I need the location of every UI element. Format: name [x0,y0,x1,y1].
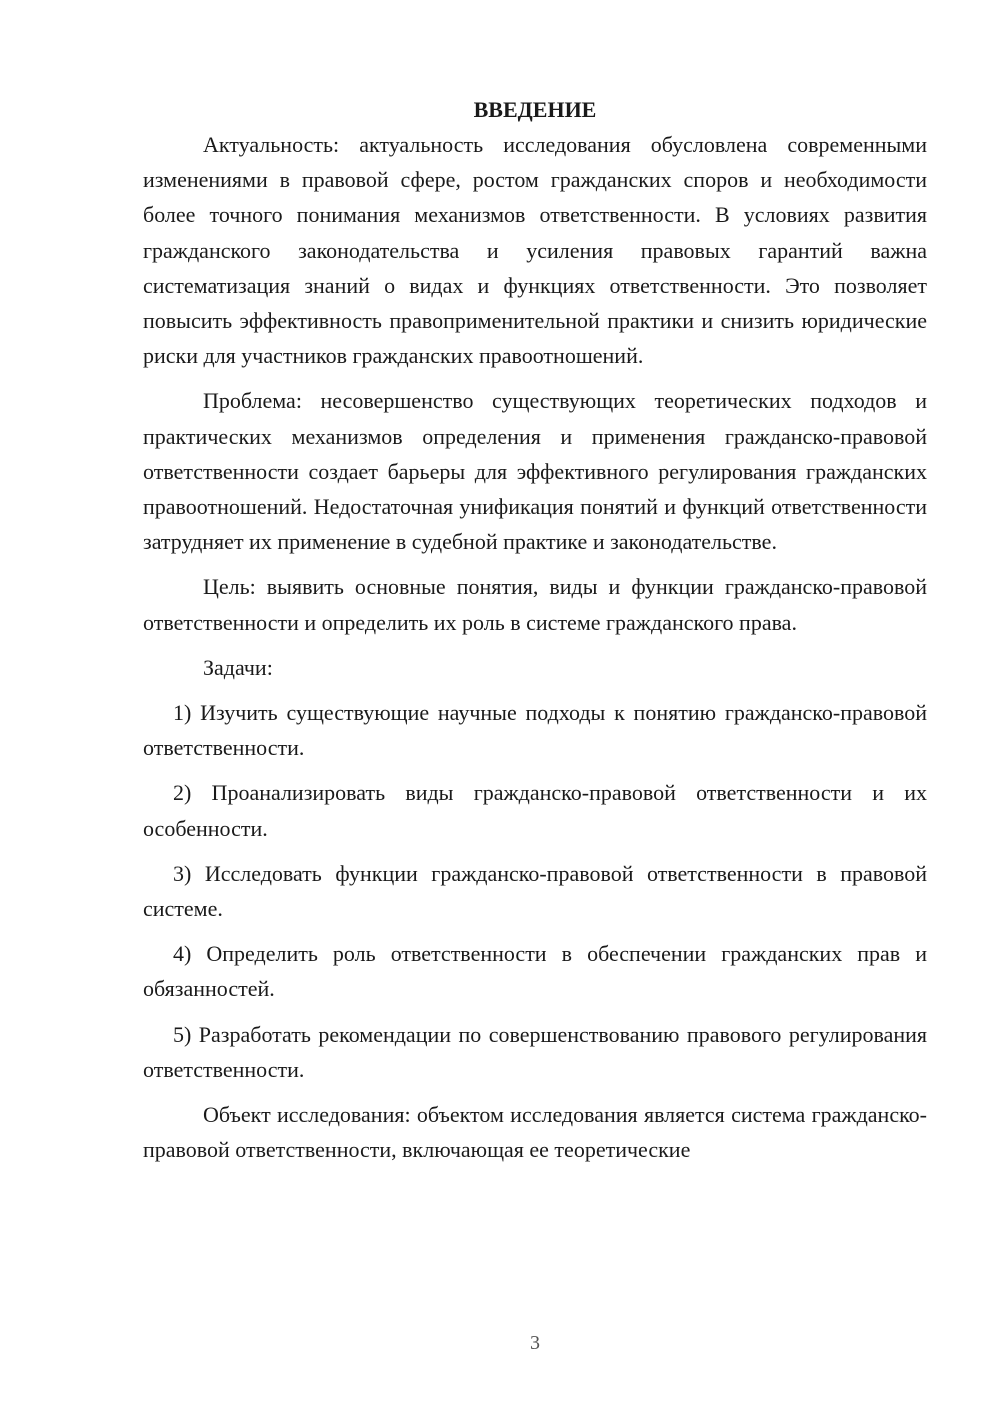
page-number: 3 [530,1332,540,1354]
task-item: 2) Проанализировать виды гражданско-правовой ответственности и их особенности. [143,780,927,841]
paragraph-relevance: Актуальность: актуальность исследования обусловлена современными изменениями в правовой сфере, ростом гражданских споров и необходимости более точного понимания механизмов ответственности. В условиях развития гражданского законодательства и усиления правовых гарантий важна систематизация знаний о видах и функциях ответственности. Это позволяет повысить эффективность правоприменительной практики и снизить юридические риски для участников гражданских правоотношений. [143,132,927,369]
paragraph-problem: Проблема: несовершенство существующих теоретических подходов и практических механизмов определения и применения гражданско-правовой ответственности создает барьеры для эффективного регулирования гражданских правоотношений. Недостаточная унификация понятий и функций ответственности затрудняет их применение в судебной практике и законодательстве. [143,388,927,555]
paragraph-object: Объект исследования: объектом исследования является система гражданско-правовой ответственности, включающая ее теоретические [143,1102,927,1163]
page-title: ВВЕДЕНИЕ [473,97,597,122]
paragraph-goal: Цель: выявить основные понятия, виды и функции гражданско-правовой ответственности и определить их роль в системе гражданского права. [143,574,927,635]
document-page [143,92,927,1167]
task-item: 4) Определить роль ответственности в обеспечении гражданских прав и обязанностей. [143,941,927,1002]
task-item: 5) Разработать рекомендации по совершенствованию правового регулирования ответственности. [143,1021,927,1082]
tasks-heading: Задачи: [203,654,273,680]
task-item: 3) Исследовать функции гражданско-правовой ответственности в правовой системе. [143,860,927,922]
task-item: 1) Изучить существующие научные подходы к понятию гражданско-правовой ответственности. [143,700,927,761]
